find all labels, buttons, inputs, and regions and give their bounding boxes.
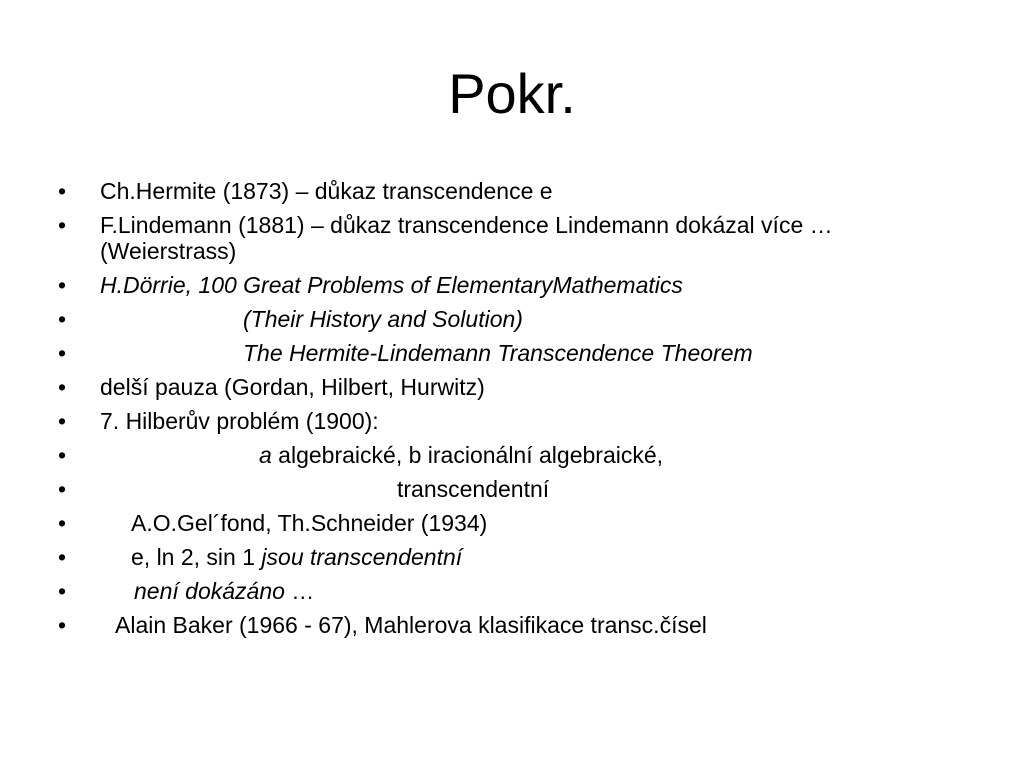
list-item-text: (Their History and Solution) (243, 306, 523, 332)
bullet-icon: • (58, 306, 67, 332)
bullet-icon: • (58, 374, 67, 400)
list-item (55, 272, 975, 298)
bullet-icon: • (58, 442, 67, 468)
list-item-text: F.Lindemann (1881) – důkaz transcendence Lindemann dokázal více … (Weierstrass) (100, 212, 833, 264)
slide-title: Pokr. (448, 62, 576, 125)
bullet-icon: • (58, 408, 67, 434)
list-item-text: H.Dörrie, 100 Great Problems of ElementaryMathematics (100, 272, 683, 298)
list-item (55, 340, 975, 366)
list-item (55, 408, 975, 434)
list-item (55, 212, 975, 264)
list-item-plain-part: e, ln 2, sin 1 (131, 544, 262, 570)
list-item-italic-part: a (259, 442, 272, 468)
list-item-text: Alain Baker (1966 - 67), Mahlerova klasifikace transc.čísel (115, 612, 707, 638)
list-item-text: jsou transcendentní (261, 544, 463, 570)
bullet-icon: • (58, 272, 67, 298)
list-item (55, 374, 975, 400)
bullet-icon: • (58, 544, 67, 570)
list-item-text: Ch.Hermite (1873) – důkaz transcendence e (100, 178, 553, 204)
list-item (55, 476, 975, 502)
bullet-list (55, 178, 975, 646)
list-item (55, 510, 975, 536)
bullet-icon: • (58, 340, 67, 366)
bullet-icon: • (58, 578, 67, 604)
bullet-icon: • (58, 212, 67, 238)
list-item-text: … (284, 578, 315, 604)
list-item-text: delší pauza (Gordan, Hilbert, Hurwitz) (100, 374, 485, 400)
list-item-text: transcendentní (397, 476, 550, 502)
list-item-text: A.O.Gel´fond, Th.Schneider (1934) (131, 510, 488, 536)
list-item-italic-part: není dokázáno (134, 578, 285, 604)
bullet-icon: • (58, 178, 67, 204)
list-item (55, 442, 975, 468)
list-item-text: 7. Hilberův problém (1900): (100, 408, 379, 434)
bullet-icon: • (58, 510, 67, 536)
bullet-icon: • (58, 612, 67, 638)
list-item (55, 612, 975, 638)
list-item (55, 544, 975, 570)
list-item (55, 306, 975, 332)
list-item (55, 178, 975, 204)
bullet-icon: • (58, 476, 67, 502)
list-item-text: The Hermite-Lindemann Transcendence Theorem (243, 340, 753, 366)
list-item-text: algebraické, b iracionální algebraické, (271, 442, 664, 468)
list-item (55, 578, 975, 604)
